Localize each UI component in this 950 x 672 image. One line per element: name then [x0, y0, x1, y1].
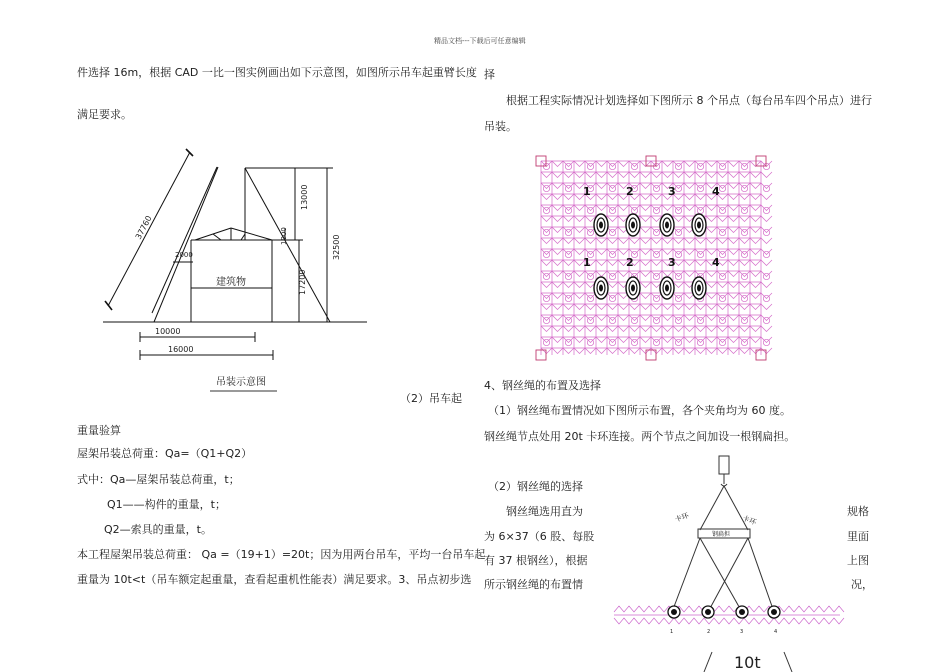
section-heading: 4、钢丝绳的布置及选择: [484, 379, 601, 392]
load-label: 10t: [734, 653, 761, 672]
rope-lifting-point-core: [771, 609, 777, 615]
grid-label-1: 1: [583, 185, 591, 198]
page-header: 精品文档---下载后可任意编辑: [434, 37, 526, 45]
dim-1000-label: 1000: [280, 227, 288, 245]
paragraph-line: 吊装。: [484, 120, 517, 133]
lifting-point-core: [665, 222, 669, 229]
section-heading: （2）钢丝绳的选择: [488, 480, 583, 493]
paragraph-line: （1）钢丝绳布置情况如下图所示布置，各个夹角均为 60 度。: [488, 404, 791, 417]
paragraph-line: 本工程屋架吊装总荷重： Qa =（19+1）=20t；因为用两台吊车，平均一台吊车起: [77, 548, 486, 561]
formula-line: 屋架吊装总荷重：Qa=（Q1+Q2）: [77, 447, 253, 460]
shackle-left-label: 卡环: [673, 511, 690, 524]
lifting-point-core: [697, 285, 701, 292]
paragraph-line: 择: [484, 68, 495, 81]
dim-17200-label: 17200: [298, 269, 307, 295]
shackle-right-label: 卡环: [741, 514, 758, 527]
lifting-point-core: [631, 285, 635, 292]
grid-label-4: 4: [712, 185, 720, 198]
grid-label-2: 2: [626, 185, 634, 198]
definition-line: Q2—索具的重量，t。: [104, 523, 212, 536]
lifting-point-grid: [535, 155, 767, 361]
building-label: 建筑物: [216, 277, 246, 288]
rope-point-4: 4: [774, 629, 778, 635]
grid-label-3: 3: [668, 185, 676, 198]
dim-boom-label: 37760: [133, 214, 154, 241]
dim-13000-label: 13000: [300, 184, 309, 210]
paragraph-line: 规格: [847, 505, 869, 518]
rope-lifting-point-core: [671, 609, 677, 615]
paragraph-line: 根据工程实际情况计划选择如下图所示 8 个吊点（每台吊车四个吊点）进行: [506, 94, 872, 107]
dim-2000-label: 2000: [175, 251, 193, 259]
paragraph-line: 钢丝绳选用直为: [506, 505, 583, 518]
paragraph-line: 所示钢丝绳的布置情: [484, 578, 583, 591]
grid-label-3b: 3: [668, 256, 676, 269]
paragraph-line: 满足要求。: [77, 108, 132, 121]
definition-line: 式中：Qa—屋架吊装总荷重，t；: [77, 473, 240, 486]
paragraph-line: 为 6×37（6 股、每股: [484, 530, 595, 543]
dim-10000-label: 10000: [155, 327, 181, 336]
paragraph-line: 有 37 根钢丝），根据: [484, 554, 588, 567]
paragraph-line: 里面: [847, 530, 869, 543]
rope-point-2: 2: [707, 629, 711, 635]
figure-caption: 吊装示意图: [216, 377, 266, 388]
spreader-beam-label: 钢扁担: [712, 531, 731, 538]
section-heading: （2）吊车起: [400, 392, 462, 405]
lifting-point-core: [599, 285, 603, 292]
crane-lifting-diagram: [95, 145, 385, 395]
lifting-point-core: [631, 222, 635, 229]
rope-lifting-point-core: [705, 609, 711, 615]
wire-rope-diagram: [612, 452, 852, 672]
paragraph-line: 重量为 10t<t（吊车额定起重量，查看起重机性能表）满足要求。3、吊点初步选: [77, 573, 472, 586]
paragraph-line: 况，: [851, 578, 873, 591]
rope-lifting-point-core: [739, 609, 745, 615]
rope-point-3: 3: [740, 629, 744, 635]
dim-32500-label: 32500: [332, 234, 341, 260]
section-heading: 重量验算: [77, 424, 121, 437]
grid-label-2b: 2: [626, 256, 634, 269]
grid-label-4b: 4: [712, 256, 720, 269]
lifting-point-core: [599, 222, 603, 229]
paragraph-line: 件选择 16m，根据 CAD 一比一图实例画出如下示意图，如图所示吊车起重臂长度: [77, 66, 477, 79]
paragraph-line: 上图: [847, 554, 869, 567]
definition-line: Q1——构件的重量，t；: [107, 498, 226, 511]
rope-point-1: 1: [670, 629, 674, 635]
paragraph-line: 钢丝绳节点处用 20t 卡环连接。两个节点之间加设一根钢扁担。: [484, 430, 796, 443]
grid-label-1b: 1: [583, 256, 591, 269]
dim-16000-label: 16000: [168, 345, 194, 354]
lifting-point-core: [697, 222, 701, 229]
lifting-point-core: [665, 285, 669, 292]
